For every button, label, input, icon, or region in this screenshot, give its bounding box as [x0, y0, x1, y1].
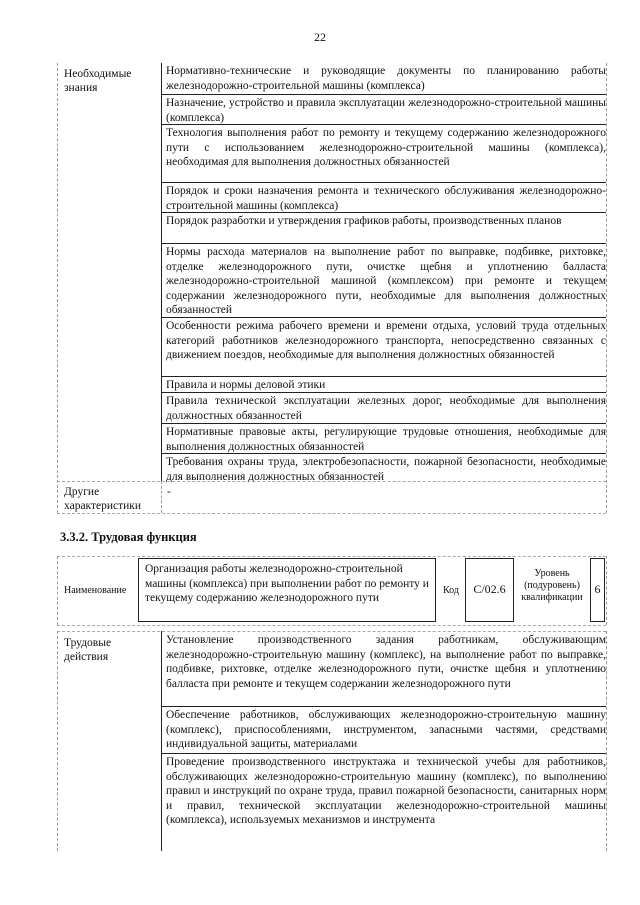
table-left-edge	[57, 63, 58, 513]
level-value: 6	[594, 582, 601, 596]
row-line	[161, 753, 606, 754]
row-line	[161, 243, 606, 244]
frame-right	[606, 556, 607, 625]
knowledge-item: Нормы расхода материалов на выполнение работ по выправке, подбивке, рихтовке, отделке железнодорожного пути, очистке щебня и уплотнению балласта железнодорожно-строительной машиной (комплексом) при ремонте и текущем содержании железнодорожного пути, необходимые для выполнения должностных обязанностей	[166, 246, 606, 316]
code-value: С/02.6	[473, 582, 506, 596]
frame-left	[57, 556, 58, 625]
row-line	[161, 317, 606, 318]
row-line	[161, 392, 606, 393]
knowledge-item: Назначение, устройство и правила эксплуатации железнодорожно-строительной машины (комплекса)	[166, 97, 606, 124]
knowledge-item: Порядок и сроки назначения ремонта и технического обслуживания железнодорожно-строительной машины (комплекса)	[166, 185, 606, 212]
frame-bottom	[57, 625, 606, 626]
section-heading: 3.3.2. Трудовая функция	[60, 530, 197, 544]
knowledge-item: Порядок разработки и утверждения графиков работы, производственных планов	[166, 215, 562, 227]
knowledge-item: Нормативно-технические и руководящие документы по планированию работы железнодорожно-строительной машины (комплекса)	[166, 65, 606, 92]
row-line	[161, 124, 606, 125]
code-label: Код	[443, 585, 459, 596]
action-item: Обеспечение работников, обслуживающих железнодорожно-строительную машину (комплекс), приспособлениями, инструментом, запасными частями, средствами индивидуальной защиты, материалами	[166, 709, 606, 750]
row-line	[161, 212, 606, 213]
row-line	[161, 453, 606, 454]
row-line	[161, 706, 606, 707]
page-number: 22	[314, 30, 326, 44]
level-label: Уровень (подуровень) квалификации	[521, 568, 583, 603]
knowledge-item: Нормативные правовые акты, регулирующие трудовые отношения, необходимые для выполнения должностных обязанностей	[166, 426, 606, 453]
actions-top	[57, 631, 606, 632]
knowledge-item: Правила и нормы деловой этики	[166, 379, 326, 391]
knowledge-item: Технология выполнения работ по ремонту и текущему содержанию железнодорожного пути с использованием железнодорожно-строительной машины (комплекса), необходимая для выполнения должностных обязанностей	[166, 127, 606, 168]
row-line	[161, 376, 606, 377]
knowledge-label: Необходимые знания	[64, 68, 132, 94]
actions-left	[57, 631, 58, 851]
name-label: Наименование	[64, 585, 127, 596]
table-right-edge	[606, 63, 607, 513]
row-separator	[57, 481, 606, 482]
name-box	[138, 558, 436, 622]
row-line	[161, 182, 606, 183]
other-value: -	[167, 486, 171, 498]
action-item: Проведение производственного инструктажа и технической учебы для работников, обслуживающих железнодорожно-строительную машину (комплекс), по выполнению правил и инструкций по охране труда, правил пожарной безопасности, санитарных норм и правил, технической эксплуатации железнодорожно-строительной машины (комплекса), используемых механизмов и инструмента	[166, 756, 606, 826]
table-divider-other	[161, 481, 162, 513]
name-value: Организация работы железнодорожно-строительной машины (комплекса) при выполнении работ по ремонту и текущему содержанию железнодорожного пути	[145, 563, 429, 604]
knowledge-item: Правила технической эксплуатации железных дорог, необходимые для выполнения должностных обязанностей	[166, 395, 606, 422]
row-line	[161, 94, 606, 95]
row-line	[161, 423, 606, 424]
level-box	[590, 558, 605, 622]
actions-label: Трудовые действия	[64, 637, 112, 663]
knowledge-item: Требования охраны труда, электробезопасности, пожарной безопасности, необходимые для выполнения должностных обязанностей	[166, 456, 606, 483]
frame-top	[57, 556, 606, 557]
other-label: Другие характеристики	[64, 486, 142, 512]
row-separator	[57, 513, 606, 514]
code-box	[465, 558, 514, 622]
action-item: Установление производственного задания работникам, обслуживающим железнодорожно-строительную машину (комплекс), на выполнение работ по выправке, подбивке, рихтовке, отделке железнодорожного пути, очистке щебня и уплотнению балласта при ремонте и текущем содержании железнодорожного пути	[166, 634, 606, 690]
actions-right	[606, 631, 607, 851]
knowledge-item: Особенности режима рабочего времени и времени отдыха, условий труда отдельных категорий работников железнодорожного транспорта, непосредственно связанных с движением поездов, необходимые для выполнения должностных обязанностей	[166, 320, 606, 361]
